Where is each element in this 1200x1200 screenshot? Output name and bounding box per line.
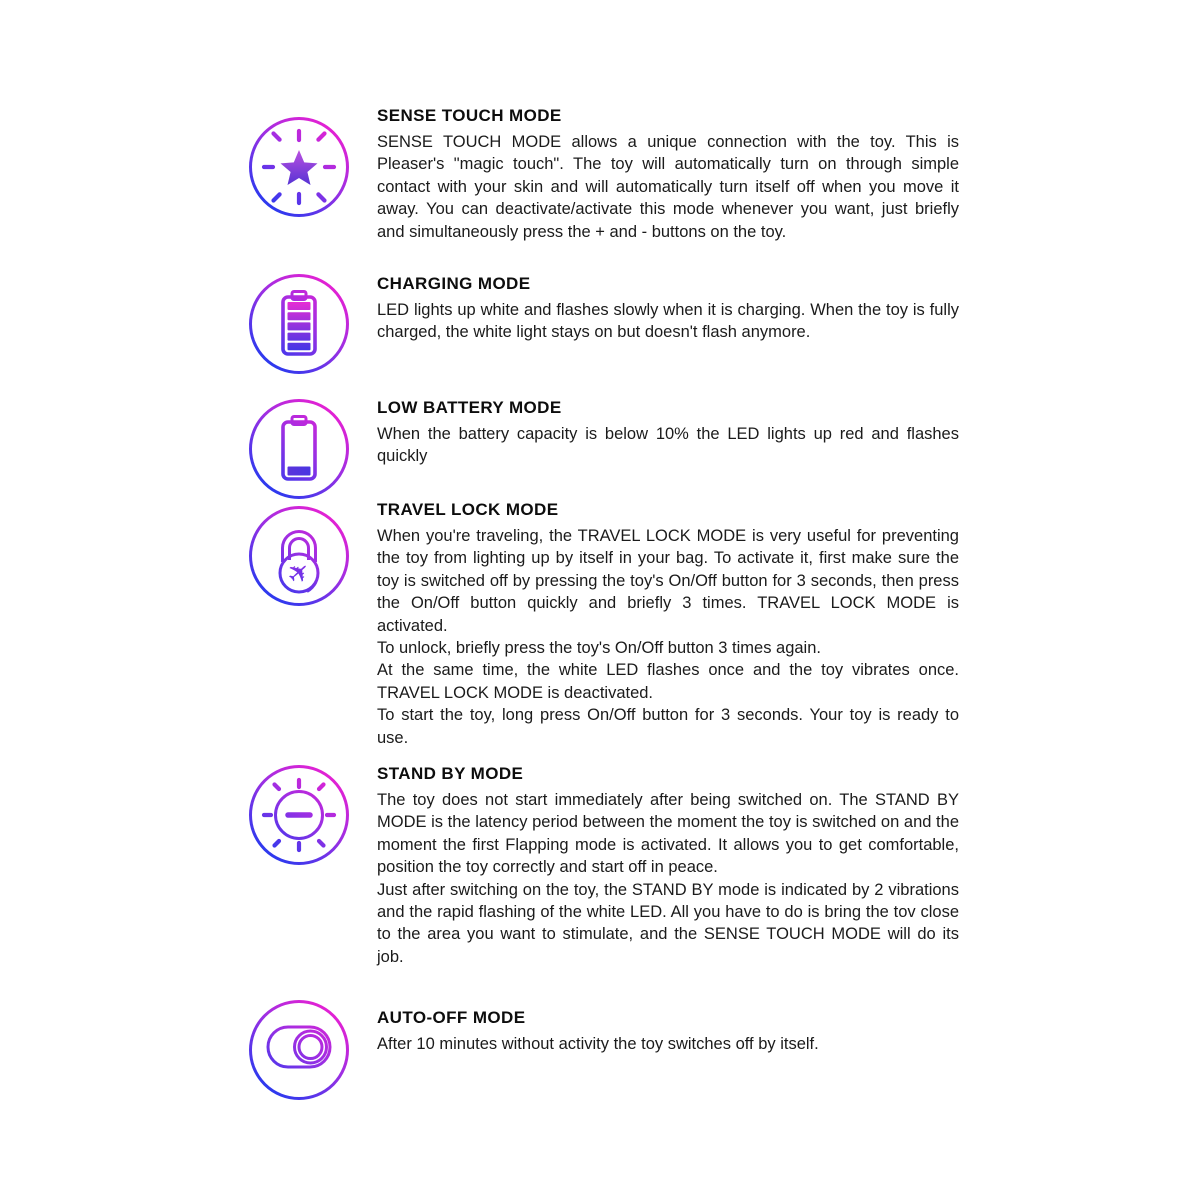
- section-title: SENSE TOUCH MODE: [377, 106, 562, 125]
- section-title: AUTO-OFF MODE: [377, 1008, 526, 1027]
- standby-sun-icon: [247, 763, 351, 867]
- section-paragraph: When you're traveling, the TRAVEL LOCK MODE is very useful for preventing the toy from lighting up by itself in your bag. To activate it, first make sure the toy is switched off by pressing the toy's On/Off button for 3 seconds, then press the On/Off button quickly and briefly 3 times. TRAVEL LOCK MODE is activated.: [377, 527, 959, 635]
- section-paragraph: When the battery capacity is below 10% the LED lights up red and flashes quickly: [377, 425, 959, 466]
- section-title: STAND BY MODE: [377, 764, 524, 783]
- section-paragraph: Just after switching on the toy, the STAND BY mode is indicated by 2 vibrations and the rapid flashing of the white LED. All you have to do is bring the tov close to the area you want to stimulate, and the SENSE TOUCH MODE will do its job.: [377, 880, 959, 966]
- section-paragraph: After 10 minutes without activity the toy switches off by itself.: [377, 1035, 819, 1053]
- section-paragraph: To unlock, briefly press the toy's On/Off button 3 times again.: [377, 639, 821, 658]
- sparkle-star-icon: [247, 115, 351, 219]
- toggle-switch-icon: [247, 998, 351, 1102]
- section-paragraph: SENSE TOUCH MODE allows a unique connection with the toy. This is Pleaser's "magic touch". The toy will automatically turn on through simple contact with your skin and will automatically turn itself off when you move it away. You can deactivate/activate this mode whenever you want, just briefly and simultaneously press the + and - buttons on the toy.: [377, 133, 959, 241]
- section-title: CHARGING MODE: [377, 274, 531, 293]
- travel-lock-icon: [247, 504, 351, 608]
- section-paragraph: At the same time, the white LED flashes once and the toy vibrates once. TRAVEL LOCK MODE is deactivated.: [377, 661, 959, 702]
- battery-low-icon: [247, 397, 351, 501]
- section-paragraph: The toy does not start immediately after being switched on. The STAND BY MODE is the latency period between the moment the toy is switched on and the moment the first Flapping mode is activated. It allows you to get comfortable, position the toy correctly and start off in peace.: [377, 791, 959, 877]
- section-title: TRAVEL LOCK MODE: [377, 500, 559, 519]
- battery-full-icon: [247, 272, 351, 376]
- section-title: LOW BATTERY MODE: [377, 398, 562, 417]
- section-paragraph: LED lights up white and flashes slowly when it is charging. When the toy is fully charged, the white light stays on but doesn't flash anymore.: [377, 301, 959, 342]
- section-paragraph: To start the toy, long press On/Off button for 3 seconds. Your toy is ready to use.: [377, 706, 959, 747]
- svg-text:✈: ✈: [280, 554, 319, 593]
